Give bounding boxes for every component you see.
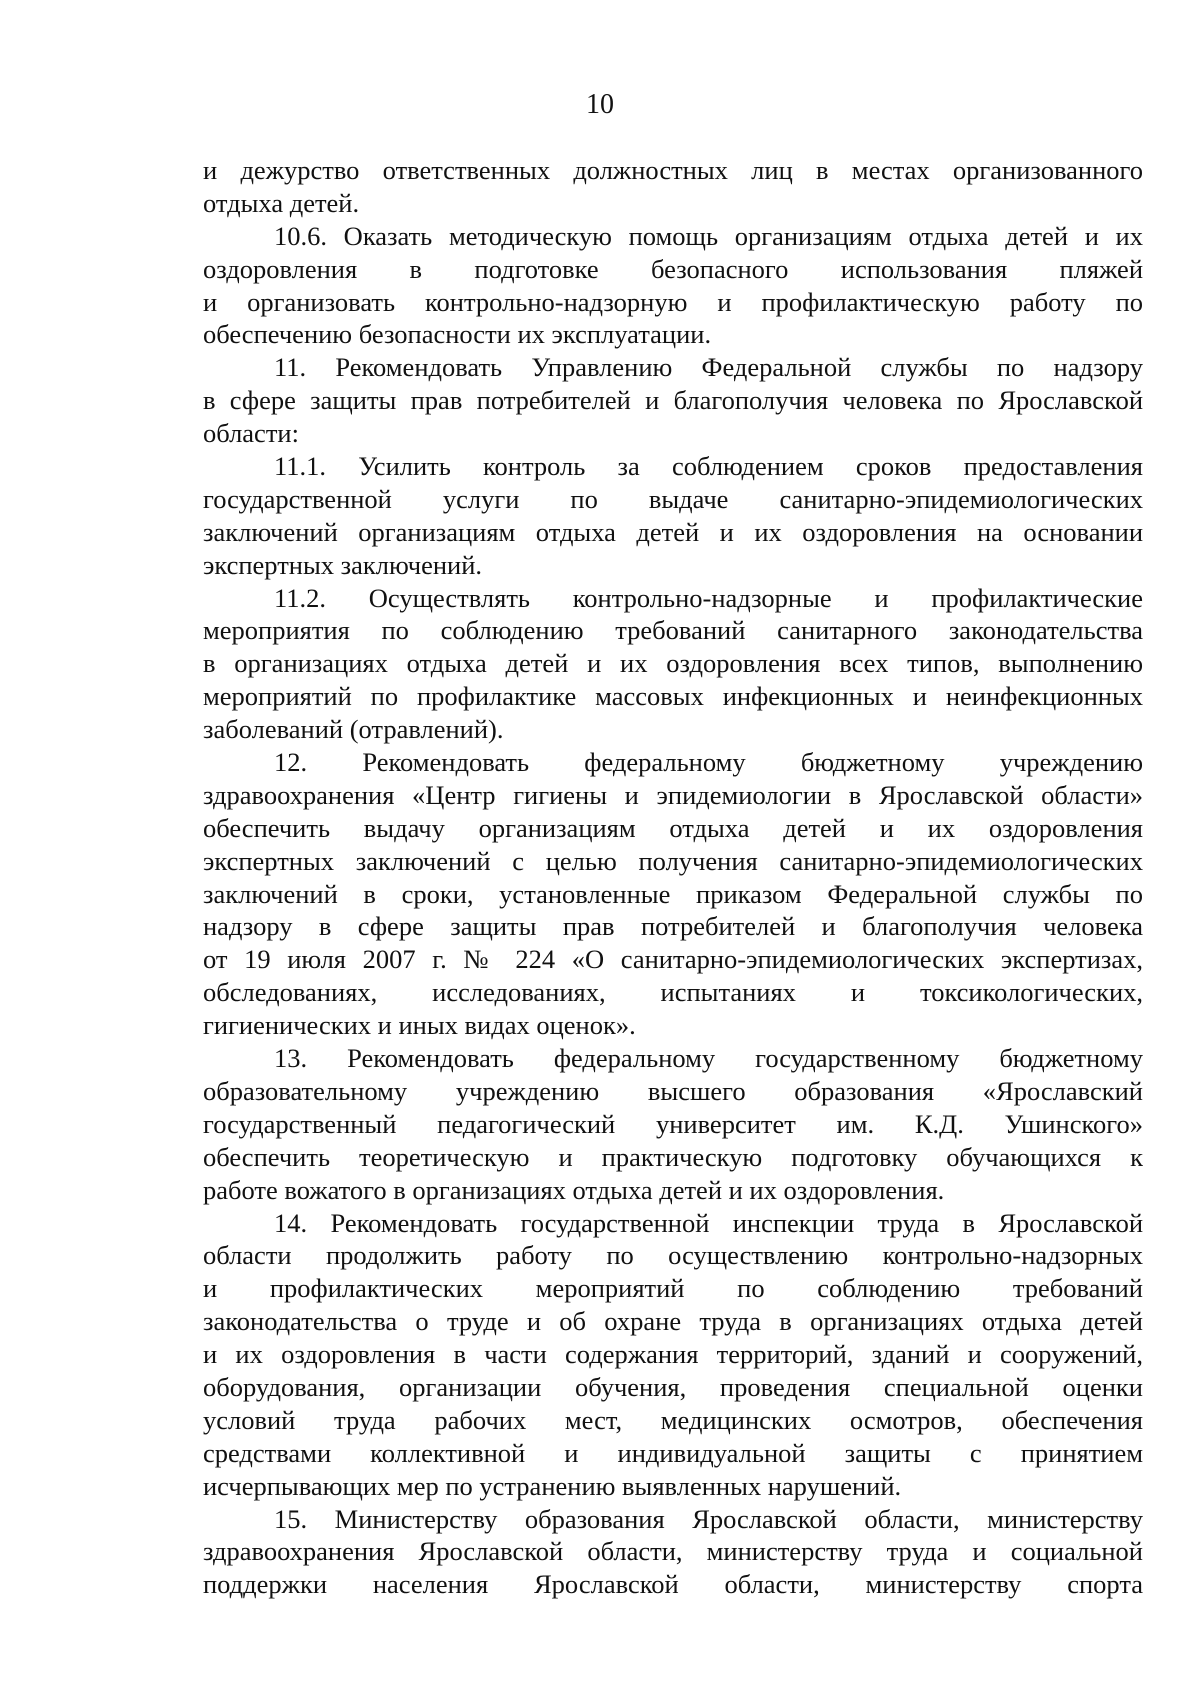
text-line: от 19 июля 2007 г. № 224 «О санитарно-эпидемиологических экспертизах, — [203, 944, 1143, 975]
text-line: и дежурство ответственных должностных лиц в местах организованного — [203, 155, 1143, 185]
text-line: обследованиях, исследованиях, испытаниях и токсикологических, — [203, 977, 1143, 1008]
text-line: исчерпывающих мер по устранению выявленных нарушений. — [203, 1470, 902, 1501]
text-line: экспертных заключений с целью получения санитарно-эпидемиологических — [203, 845, 1143, 876]
text-line: заключений в сроки, установленные приказом Федеральной службы по — [203, 878, 1143, 909]
text-line: образовательному учреждению высшего образования «Ярославский — [203, 1075, 1143, 1106]
page-number: 10 — [586, 89, 614, 120]
text-line: государственной услуги по выдаче санитарно-эпидемиологических — [203, 483, 1143, 514]
text-line: надзору в сфере защиты прав потребителей и благополучия человека — [203, 911, 1143, 942]
text-line: условий труда рабочих мест, медицинских осмотров, обеспечения — [203, 1404, 1143, 1435]
text-line: отдыха детей. — [203, 187, 360, 218]
text-line: мероприятий по профилактике массовых инфекционных и неинфекционных — [203, 681, 1143, 712]
text-line: обеспечить теоретическую и практическую подготовку обучающихся к — [203, 1141, 1143, 1172]
text-line: и организовать контрольно-надзорную и профилактическую работу по — [203, 286, 1143, 317]
text-line: поддержки населения Ярославской области, министерству спорта — [203, 1569, 1143, 1600]
text-line: государственный педагогический университет им. К.Д. Ушинского» — [203, 1108, 1143, 1139]
text-line: 11.2. Осуществлять контрольно-надзорные и профилактические — [274, 582, 1143, 613]
text-line: 11.1. Усилить контроль за соблюдением сроков предоставления — [274, 451, 1143, 482]
text-line: 10.6. Оказать методическую помощь организациям отдыха детей и их — [274, 220, 1143, 251]
text-line: заключений организациям отдыха детей и их оздоровления на основании — [203, 516, 1143, 547]
text-line: здравоохранения «Центр гигиены и эпидемиологии в Ярославской области» — [203, 779, 1143, 810]
text-line: оборудования, организации обучения, проведения специальной оценки — [203, 1371, 1143, 1402]
text-line: в организациях отдыха детей и их оздоровления всех типов, выполнению — [203, 648, 1143, 679]
text-line: здравоохранения Ярославской области, министерству труда и социальной — [203, 1536, 1143, 1567]
text-line: экспертных заключений. — [203, 549, 483, 580]
text-line: 12. Рекомендовать федеральному бюджетному учреждению — [274, 747, 1143, 778]
document-body — [203, 154, 1143, 1601]
text-line: мероприятия по соблюдению требований санитарного законодательства — [203, 615, 1143, 646]
text-line: работе вожатого в организациях отдыха детей и их оздоровления. — [203, 1174, 945, 1205]
text-line: 13. Рекомендовать федеральному государственному бюджетному — [274, 1043, 1143, 1074]
text-line: 11. Рекомендовать Управлению Федеральной службы по надзору — [274, 352, 1143, 383]
text-line: 15. Министерству образования Ярославской области, министерству — [274, 1503, 1143, 1534]
text-line: гигиенических и иных видах оценок». — [203, 1010, 636, 1041]
text-line: 14. Рекомендовать государственной инспекции труда в Ярославской — [274, 1207, 1143, 1238]
text-line: и профилактических мероприятий по соблюдению требований — [203, 1273, 1143, 1304]
text-line: области продолжить работу по осуществлению контрольно-надзорных — [203, 1240, 1143, 1271]
text-line: законодательства о труде и об охране труда в организациях отдыха детей — [203, 1306, 1143, 1337]
text-line: в сфере защиты прав потребителей и благополучия человека по Ярославской — [203, 385, 1143, 416]
text-line: оздоровления в подготовке безопасного использования пляжей — [203, 253, 1143, 284]
text-line: области: — [203, 418, 299, 449]
text-line: обеспечить выдачу организациям отдыха детей и их оздоровления — [203, 812, 1143, 843]
text-line: средствами коллективной и индивидуальной защиты с принятием — [203, 1437, 1143, 1468]
text-line: обеспечению безопасности их эксплуатации. — [203, 319, 712, 350]
text-line: заболеваний (отравлений). — [203, 714, 504, 745]
text-line: и их оздоровления в части содержания территорий, зданий и сооружений, — [203, 1339, 1143, 1370]
